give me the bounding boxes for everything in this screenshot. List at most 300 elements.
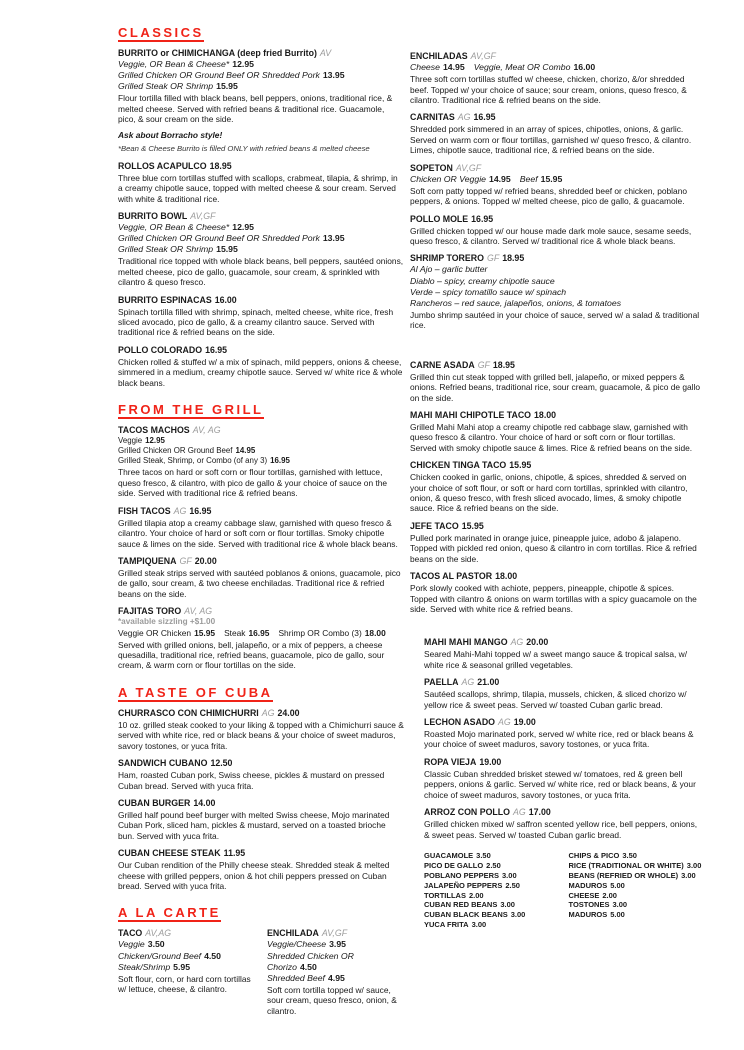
variant-segment — [118, 951, 221, 961]
item-description: Classic Cuban shredded brisket stewed w/ tomatoes, red & green bell peppers, onions & garlic. Served w/ white rice, red or black beans, & your choice of sweet maduros, savory tostones, or yuca frita. — [424, 768, 696, 800]
item-name: TACO — [118, 928, 143, 939]
item-price: 14.00 — [193, 797, 216, 808]
variant-segment — [410, 298, 621, 308]
side-item — [424, 920, 559, 930]
side-price: 3.00 — [681, 870, 696, 880]
item-name: ARROZ CON POLLO — [424, 807, 511, 818]
item-name: PAELLA — [424, 677, 459, 688]
item-title-line — [118, 798, 404, 809]
variant-price: 12.95 — [145, 436, 165, 446]
item-title-line — [118, 295, 404, 306]
item-dietary-tags: GF — [477, 359, 490, 370]
variant-line — [118, 59, 404, 70]
item-title-line — [118, 506, 404, 517]
item-name: JEFE TACO — [410, 520, 459, 531]
side-label: BEANS (REFRIED OR WHOLE) — [568, 870, 679, 880]
variant-line — [118, 233, 404, 244]
item-description: Soft flour, corn, or hard corn tortillas w/ lettuce, cheese, & cilantro. — [118, 973, 251, 995]
item-title-line — [118, 708, 404, 719]
item-description: Sautéed scallops, shrimp, tilapia, mussels, chicken, & sliced chorizo w/ yellow rice & sweet peas. Served w/ toasted Cuban garlic bread. — [424, 689, 687, 710]
variant-label: Grilled Chicken OR Ground Beef — [118, 446, 233, 456]
item-description: Jumbo shrimp sautéed in your choice of sauce, served w/ a salad & traditional rice. — [410, 309, 700, 331]
variant-line — [118, 222, 404, 233]
item-name: TACOS AL PASTOR — [410, 571, 493, 582]
variant-segment — [118, 244, 238, 254]
item-dietary-tags: AV,AG — [145, 928, 172, 939]
item-price: 17.00 — [528, 807, 551, 818]
variant-segment — [118, 628, 215, 638]
variant-segment — [474, 62, 595, 72]
menu-item — [410, 112, 703, 155]
item-name: SHRIMP TORERO — [410, 253, 484, 264]
variant-line — [267, 973, 404, 984]
side-item — [569, 891, 704, 901]
item-note: *Bean & Cheese Burrito is filled ONLY with refried beans & melted cheese — [118, 144, 370, 154]
menu-item — [410, 360, 703, 403]
variant-label: Veggie, Meat OR Combo — [473, 61, 571, 72]
item-description: Seared Mahi-Mahi topped w/ a sweet mango sauce & tropical salsa, w/ white rice & seasonal grilled vegetables. — [424, 649, 688, 670]
item-name: ROPA VIEJA — [424, 756, 477, 767]
item-name: SANDWICH CUBANO — [118, 758, 208, 769]
item-price: 16.95 — [189, 505, 212, 516]
menu-item — [410, 253, 703, 330]
variant-label: Grilled Steak OR Shrimp — [118, 81, 214, 92]
item-price: 20.00 — [194, 555, 217, 566]
item-title-line — [424, 807, 703, 818]
item-description: Three soft corn tortillas stuffed w/ cheese, chicken, chorizo, &/or shredded beef. Topped w/ your choice of sauce; sour cream, onions, queso fresco, & cilantro. Traditional rice & refried beans on the side. — [410, 74, 687, 105]
item-dietary-tags: AV, AG — [192, 425, 221, 436]
section-header: A TASTE OF CUBA — [118, 684, 273, 700]
menu-item — [118, 345, 404, 388]
item-description: Grilled thin cut steak topped with grilled bell, jalapeño, or mixed peppers & onions. Refried beans, traditional rice, sour cream, guacamole, & pico de gallo on the side. — [410, 371, 701, 403]
item-price: 19.00 — [479, 756, 502, 767]
menu-item — [410, 51, 703, 105]
side-item — [424, 851, 559, 861]
item-name: FAJITAS TORO — [118, 606, 182, 617]
variant-price: 4.50 — [204, 950, 221, 961]
item-title-line — [410, 571, 703, 582]
item-description: Soft corn patty topped w/ refried beans, shredded beef or chicken, poblano peppers, & onions. Topped w/ melted cheese, pico de gallo, & guacamole. — [410, 185, 688, 207]
variant-segment — [224, 628, 269, 638]
item-dietary-tags: AV,GF — [321, 928, 348, 939]
variant-line — [118, 939, 255, 950]
item-price: 18.95 — [502, 253, 525, 264]
variant-line — [410, 264, 703, 275]
side-price: 2.50 — [505, 880, 520, 890]
side-label: JALAPEÑO PEPPERS — [424, 880, 503, 890]
item-title-line — [424, 757, 703, 768]
side-label: CUBAN RED BEANS — [424, 900, 498, 910]
variant-line — [118, 436, 404, 446]
side-item — [569, 910, 704, 920]
item-name: LECHON ASADO — [424, 717, 496, 728]
item-description: Grilled Mahi Mahi atop a creamy chipotle red cabbage slaw, garnished with queso fresco & cilantro. Your choice of hard or soft corn or flour tortillas. Served with smoky chipotle sauce & limes. Rice & refried beans on the side. — [410, 421, 693, 453]
variant-segment — [410, 264, 487, 274]
item-price: 18.00 — [495, 571, 518, 582]
variant-price: 14.95 — [442, 61, 465, 72]
variant-line — [410, 287, 703, 298]
variant-segment — [410, 174, 511, 184]
menu-column-left — [118, 24, 404, 1036]
item-name: MAHI MAHI MANGO — [424, 637, 508, 648]
variant-segment — [118, 456, 290, 465]
variant-label: Veggie — [118, 939, 145, 950]
variant-label: Veggie — [118, 436, 143, 446]
item-name: POLLO MOLE — [410, 213, 469, 224]
item-title-line — [410, 521, 703, 532]
item-title-line — [410, 112, 703, 123]
menu-item — [118, 211, 404, 288]
variant-line — [118, 628, 404, 639]
variant-price: 3.95 — [329, 939, 347, 950]
item-title-line — [118, 606, 404, 617]
side-label: POBLANO PEPPERS — [424, 870, 500, 880]
variant-label: Beef — [519, 173, 538, 184]
menu-item — [410, 571, 703, 614]
variant-segment — [410, 287, 566, 297]
variant-label: Diablo – spicy, creamy chipotle sauce — [410, 275, 555, 286]
item-price: 16.00 — [214, 294, 237, 305]
side-item — [424, 910, 559, 920]
item-title-line — [118, 161, 404, 172]
item-description: Grilled tilapia atop a creamy cabbage slaw, garnished with queso fresco & cilantro. Your choice of hard or soft corn or flour tortillas. Smoky chipotle sauce & limes on the side. Served with traditional rice & whole black beans. — [118, 517, 398, 549]
variant-label: Shredded Beef — [267, 972, 325, 983]
section-header: A LA CARTE — [118, 905, 221, 921]
item-dietary-tags: AG — [461, 677, 475, 688]
item-name: CARNITAS — [410, 112, 455, 123]
menu-item — [118, 758, 404, 791]
side-label: MADUROS — [568, 910, 608, 920]
side-label: MADUROS — [568, 880, 608, 890]
item-dietary-tags: AV — [319, 48, 332, 58]
item-price: 16.95 — [205, 344, 228, 355]
item-title-line — [118, 425, 404, 436]
item-description: Grilled chicken topped w/ our house made dark mole sauce, sesame seeds, queso fresco, & cilantro. Served w/ traditional rice & whole black beans. — [410, 225, 692, 246]
variant-segment — [520, 174, 563, 184]
side-price: 3.00 — [686, 860, 702, 870]
variant-line — [118, 244, 404, 255]
item-description: Our Cuban rendition of the Philly cheese steak. Shredded steak & melted cheese with grilled peppers, onion & hot chili peppers pressed on Cuban bread. Served with yuca frita. — [118, 860, 390, 892]
item-dietary-tags: AV, AG — [184, 606, 213, 617]
variant-price: 12.95 — [232, 221, 254, 232]
item-price: 18.95 — [492, 359, 515, 370]
item-name: TACOS MACHOS — [118, 425, 190, 436]
menu-item — [118, 606, 404, 671]
menu-item — [118, 425, 404, 499]
menu-section — [118, 401, 404, 671]
side-item — [424, 900, 559, 910]
variant-segment — [410, 62, 465, 72]
variant-segment — [118, 59, 254, 69]
item-description: Served with grilled onions, bell, jalapeño, or a mix of peppers, a cheese quesadilla, traditional rice, refried beans, guacamole, pico de gallo, sour cream, & warm corn or flour tortillas on the side. — [118, 639, 385, 671]
side-item — [424, 881, 559, 891]
item-name: ENCHILADA — [267, 928, 319, 939]
item-dietary-tags: AG — [498, 717, 511, 728]
two-column-items — [118, 928, 404, 1023]
side-price: 5.00 — [610, 910, 625, 920]
side-item — [569, 881, 704, 891]
side-price: 5.00 — [610, 880, 625, 890]
menu-item — [424, 717, 703, 750]
item-name: ENCHILADAS — [410, 51, 468, 61]
menu-item — [118, 848, 404, 891]
item-name: CUBAN BURGER — [118, 797, 191, 808]
menu-section — [118, 684, 404, 892]
variant-label: Steak/Shrimp — [118, 961, 171, 972]
menu-item — [410, 460, 703, 514]
variant-price: 18.00 — [364, 627, 386, 638]
variant-price: 3.50 — [147, 939, 165, 950]
item-price: 16.95 — [471, 213, 494, 224]
side-item — [569, 900, 704, 910]
side-price: 3.00 — [471, 920, 487, 930]
variant-label: Rancheros – red sauce, jalapeños, onions, & tomatoes — [410, 297, 622, 308]
menu-item — [424, 807, 703, 840]
item-title-line — [410, 51, 703, 62]
variant-label: Verde – spicy tomatillo sauce w/ spinach — [410, 286, 567, 297]
item-title-line — [267, 928, 404, 939]
item-description: Soft corn tortilla topped w/ sauce, sour cream, queso fresco, onion, & cilantro. — [267, 984, 397, 1016]
side-label: TOSTONES — [568, 900, 610, 910]
variant-segment — [118, 81, 238, 91]
variant-label: Veggie/Cheese — [267, 939, 327, 950]
item-description: Shredded pork simmered in an array of spices, chipotles, onions, & garlic. Served on warm corn or flour tortillas, garnished w/ queso fresco, & cilantro. Limes, chipotle sauce, traditional rice, & refried beans on the side. — [410, 124, 692, 156]
side-item — [424, 891, 559, 901]
item-title-line — [424, 677, 703, 688]
variant-price: 16.95 — [248, 627, 270, 638]
item-title-line — [410, 460, 703, 471]
side-item — [569, 871, 704, 881]
menu-item — [118, 928, 255, 1016]
side-price: 3.00 — [500, 900, 515, 910]
menu-column-right — [410, 24, 703, 930]
variant-segment — [267, 951, 354, 972]
menu-group — [424, 851, 703, 930]
item-description: 10 oz. grilled steak cooked to your liking & topped with a Chimichurri sauce & served with white rice, red or black beans & your choice of sweet maduros, savory tostones, or yuca frita. — [118, 719, 404, 751]
variant-line — [118, 456, 404, 466]
item-subnote: *available sizzling +$1.00 — [118, 617, 216, 627]
variant-segment — [118, 233, 345, 243]
variant-segment — [410, 276, 555, 286]
item-price: 20.00 — [526, 637, 549, 648]
menu-item — [118, 798, 404, 841]
variant-price: 15.95 — [540, 173, 563, 184]
menu-item — [118, 506, 404, 549]
menu-item — [118, 556, 404, 599]
item-dietary-tags: AG — [513, 807, 526, 818]
item-title-line — [118, 345, 404, 356]
menu-item — [410, 214, 703, 247]
variant-price: 13.95 — [322, 70, 345, 81]
variant-price: 15.95 — [194, 627, 216, 638]
item-price: 11.95 — [223, 848, 246, 859]
item-title-line — [118, 848, 404, 859]
item-dietary-tags: AV,GF — [455, 162, 482, 173]
item-title-line — [410, 253, 703, 264]
a-la-carte-sides — [424, 851, 703, 930]
side-price: 3.00 — [510, 910, 526, 920]
item-price: 18.00 — [534, 409, 557, 420]
item-description: Spinach tortilla filled with shrimp, spinach, melted cheese, white rice, fresh sliced avocado, pico de gallo, & a creamy cilantro sauce. Served with traditional rice & refried beans on the side. — [118, 306, 394, 338]
variant-line — [118, 951, 255, 962]
side-label: CHIPS & PICO — [568, 850, 620, 860]
item-name: BURRITO BOWL — [118, 211, 188, 221]
side-item — [424, 871, 559, 881]
item-description: Chicken rolled & stuffed w/ a mix of spinach, mild peppers, onions & cheese, simmered in a medium, creamy chipotle sauce. Served w/ white rice & whole black beans. — [118, 356, 403, 388]
variant-line — [118, 962, 255, 973]
variant-line — [410, 62, 703, 73]
variant-price: 4.50 — [299, 961, 317, 972]
variant-label: Grilled Chicken OR Ground Beef OR Shredded Pork — [118, 70, 320, 81]
variant-line — [118, 70, 404, 81]
item-price: 15.95 — [461, 520, 484, 531]
side-label: CUBAN BLACK BEANS — [424, 910, 508, 920]
side-item — [569, 851, 704, 861]
menu-item — [267, 928, 404, 1016]
variant-label: Steak — [224, 627, 246, 638]
variant-label: Cheese — [410, 61, 440, 72]
item-dietary-tags: AG — [173, 505, 187, 516]
item-name: CARNE ASADA — [410, 359, 475, 370]
variant-line — [267, 951, 404, 973]
item-title-line — [424, 637, 703, 648]
item-name: CHURRASCO CON CHIMICHURRI — [118, 707, 259, 718]
item-title-line — [118, 211, 404, 222]
side-price: 2.50 — [486, 860, 501, 870]
side-price: 3.50 — [476, 850, 491, 860]
side-label: CHEESE — [568, 890, 600, 900]
variant-price: 16.00 — [573, 61, 596, 72]
item-name: SOPETON — [410, 162, 453, 173]
item-title-line — [118, 48, 404, 59]
item-dietary-tags: AG — [261, 707, 275, 718]
menu-section — [118, 904, 404, 1023]
side-label: TORTILLAS — [424, 890, 466, 900]
variant-price: 15.95 — [216, 81, 238, 92]
variant-price: 15.95 — [216, 244, 238, 255]
item-title-line — [410, 214, 703, 225]
variant-segment — [267, 973, 345, 983]
section-header: FROM THE GRILL — [118, 402, 264, 418]
item-description: Chicken cooked in garlic, onions, chipotle, & spices, shredded & served on your choice of soft flour, or soft or hard corn tortillas, sprinkled with cilantro, onion, & queso fresco, with fresh sliced avocado, limes, & smoky chipotle sauce. Rice & refried beans on the side. — [410, 472, 688, 514]
variant-label: Grilled Chicken OR Ground Beef OR Shredded Pork — [118, 233, 320, 244]
variant-segment — [118, 939, 165, 949]
item-note: Ask about Borracho style! — [118, 129, 223, 140]
item-price: 15.95 — [509, 460, 532, 471]
item-name: BURRITO or CHIMICHANGA (deep fried Burrito) — [118, 48, 317, 58]
sides-column — [424, 851, 559, 930]
item-price: 12.50 — [210, 758, 233, 769]
item-description: Pulled pork marinated in orange juice, pineapple juice, adobo & jalapeno. Topped with pickled red onion, queso & cilantro in corn tortillas. Rice & refried beans on the side. — [410, 532, 697, 564]
item-description: Three tacos on hard or soft corn or flour tortillas, garnished with lettuce, queso fresco, & cilantro, with pico de gallo & your choice of sauce on the side. Served with traditional rice & refried beans. — [118, 467, 388, 499]
variant-line — [118, 446, 404, 456]
menu-item — [424, 677, 703, 710]
side-item — [569, 861, 704, 871]
menu-item — [118, 161, 404, 204]
item-price: 18.95 — [209, 160, 232, 171]
variant-segment — [278, 628, 385, 638]
variant-label: Veggie OR Chicken — [118, 627, 192, 638]
variant-segment — [118, 446, 255, 455]
variant-line — [267, 939, 404, 950]
item-dietary-tags: AV,GF — [470, 51, 496, 61]
side-price: 2.00 — [468, 890, 484, 900]
variant-label: Grilled Steak OR Shrimp — [118, 244, 214, 255]
item-description: Pork slowly cooked with achiote, peppers, pineapple, chipotle & spices. Topped with cilantro & onions on warm tortillas with a spicy guacamole on the side. Served with white rice & refried beans. — [410, 583, 697, 614]
item-price: 24.00 — [277, 707, 300, 718]
item-name: POLLO COLORADO — [118, 344, 203, 355]
variant-price: 12.95 — [232, 58, 254, 69]
section-header: CLASSICS — [118, 25, 204, 40]
menu-item — [118, 295, 404, 338]
variant-line — [410, 276, 703, 287]
menu-item — [410, 163, 703, 207]
item-description: Grilled half pound beef burger with melted Swiss cheese, Mojo marinated Cuban Pork, sliced ham, pickles & mustard, served on a toasted brioche bun. Served with yuca frita. — [118, 809, 390, 841]
item-title-line — [410, 360, 703, 371]
item-name: BURRITO ESPINACAS — [118, 294, 212, 305]
variant-price: 14.95 — [488, 173, 511, 184]
menu-item — [424, 757, 703, 800]
item-name: ROLLOS ACAPULCO — [118, 160, 207, 171]
menu-item — [118, 48, 404, 154]
variant-segment — [267, 939, 346, 949]
variant-line — [410, 174, 703, 185]
variant-label: Shredded Chicken OR Chorizo — [267, 950, 354, 972]
menu-item — [424, 637, 703, 670]
variant-price: 13.95 — [322, 233, 345, 244]
variant-label: Veggie, OR Bean & Cheese* — [118, 221, 230, 232]
variant-price: 4.95 — [327, 972, 345, 983]
menu-group — [410, 360, 703, 615]
variant-segment — [118, 70, 345, 80]
item-dietary-tags: AG — [457, 112, 471, 123]
item-name: TAMPIQUENA — [118, 555, 177, 566]
menu-section — [118, 24, 404, 388]
side-label: PICO DE GALLO — [424, 860, 484, 870]
variant-label: Veggie, OR Bean & Cheese* — [118, 58, 230, 69]
side-label: RICE (TRADITIONAL OR WHITE) — [568, 860, 684, 870]
menu-item — [410, 521, 703, 564]
variant-segment — [118, 962, 190, 972]
item-title-line — [118, 758, 404, 769]
item-dietary-tags: GF — [486, 253, 500, 264]
item-title-line — [118, 556, 404, 567]
menu-item — [118, 708, 404, 751]
variant-label: Al Ajo – garlic butter — [410, 264, 488, 275]
item-name: CHICKEN TINGA TACO — [410, 460, 507, 471]
item-description: Traditional rice topped with whole black beans, bell peppers, sautéed onions, melted cheese, pico de gallo, guacamole, sour cream, & sprinkled with cilantro & queso fresco. — [118, 256, 404, 288]
variant-label: Chicken/Ground Beef — [118, 950, 202, 961]
menu-group — [410, 51, 703, 331]
item-description: Ham, roasted Cuban pork, Swiss cheese, pickles & mustard on pressed Cuban bread. Served with yuca frita. — [118, 770, 385, 791]
sides-column — [569, 851, 704, 930]
variant-label: Shrimp OR Combo (3) — [278, 627, 362, 638]
item-title-line — [410, 163, 703, 174]
variant-line — [410, 298, 703, 309]
variant-label: Grilled Steak, Shrimp, or Combo (of any 3) — [118, 456, 268, 466]
item-description: Roasted Mojo marinated pork, served w/ white rice, red or black beans & your choice of sweet maduros, savory tostones, or yuca frita. — [424, 729, 694, 750]
variant-segment — [118, 436, 165, 445]
item-price: 16.95 — [473, 112, 496, 123]
item-title-line — [118, 928, 255, 939]
side-label: YUCA FRITA — [424, 920, 469, 930]
item-price: 21.00 — [477, 677, 500, 688]
menu-item — [410, 410, 703, 453]
variant-price: 5.95 — [173, 961, 191, 972]
variant-segment — [118, 222, 254, 232]
item-name: MAHI MAHI CHIPOTLE TACO — [410, 409, 532, 420]
side-label: GUACAMOLE — [424, 850, 474, 860]
